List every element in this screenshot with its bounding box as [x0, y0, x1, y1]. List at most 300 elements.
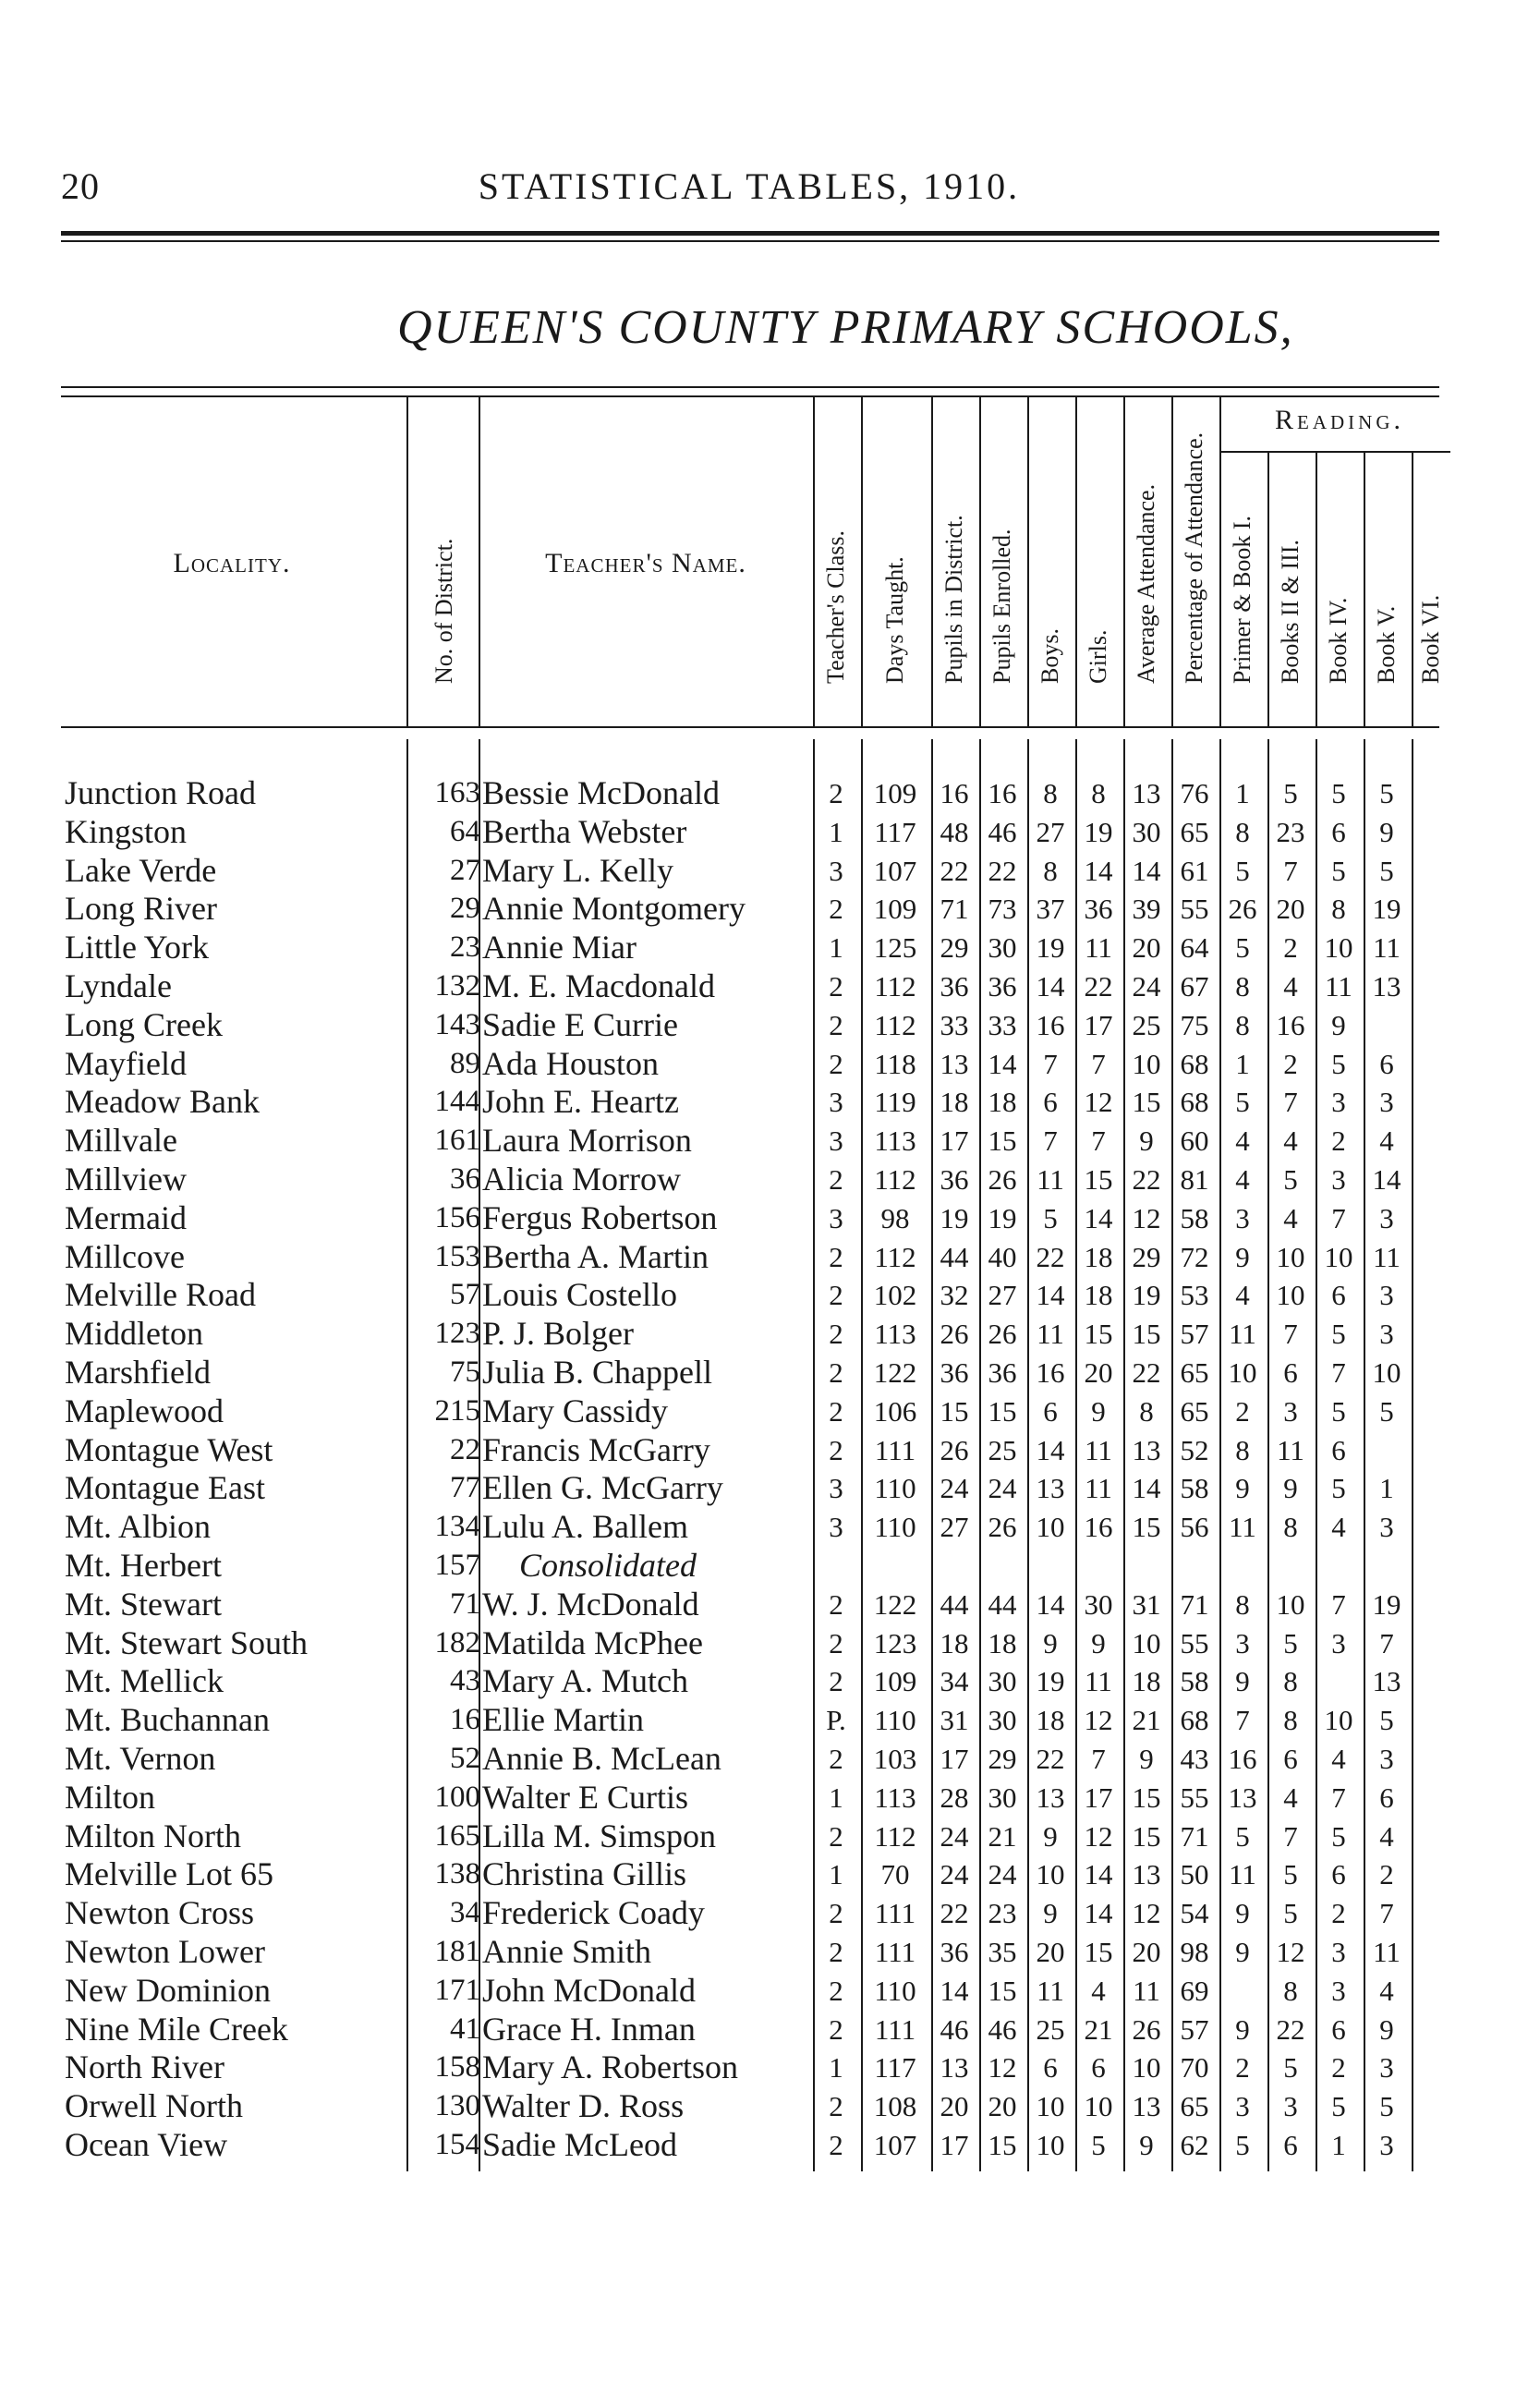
b1-cell: 4: [1235, 1124, 1250, 1158]
teacher-name-cell: Ellen G. McGarry: [482, 1469, 723, 1507]
boys-cell: 14: [1036, 969, 1065, 1003]
cls-cell: 1: [829, 1781, 843, 1814]
b5-cell: 6: [1379, 1047, 1394, 1080]
days-cell: 112: [874, 1819, 916, 1853]
b4-cell: 10: [1324, 931, 1353, 965]
avg-cell: 13: [1132, 1858, 1161, 1891]
b5-cell: 6: [1379, 1781, 1394, 1814]
teacher-name-cell: Grace H. Inman: [482, 2010, 696, 2048]
district-no-cell: 123: [434, 1317, 480, 1351]
pe-cell: 27: [988, 1279, 1017, 1312]
col-header-days-label: Days Taught.: [881, 556, 908, 684]
col-header-b1-label: Primer & Book I.: [1229, 516, 1255, 684]
days-cell: 111: [874, 1935, 916, 1968]
pd-cell: 22: [940, 854, 969, 887]
pe-cell: 24: [988, 1858, 1017, 1891]
pct-cell: 55: [1180, 893, 1209, 926]
b23-cell: 8: [1283, 1704, 1298, 1737]
b1-cell: 9: [1235, 1472, 1250, 1505]
teacher-name-cell: Lilla M. Simspon: [482, 1817, 717, 1854]
district-no-cell: 22: [450, 1432, 480, 1466]
pe-cell: 23: [988, 1897, 1017, 1930]
days-cell: 108: [873, 2090, 917, 2123]
b1-cell: 3: [1235, 1201, 1250, 1234]
pd-cell: 24: [940, 1819, 969, 1853]
pd-cell: 36: [940, 1355, 969, 1389]
boys-cell: 37: [1036, 893, 1065, 926]
running-title: STATISTICAL TABLES, 1910.: [478, 165, 1021, 207]
b23-cell: 6: [1283, 2128, 1298, 2161]
boys-cell: 9: [1043, 1897, 1058, 1930]
pct-cell: 69: [1180, 1974, 1209, 2007]
b5-cell: 3: [1379, 1742, 1394, 1775]
locality-cell: Long Creek: [65, 1005, 223, 1043]
b4-cell: 5: [1331, 1819, 1346, 1853]
avg-cell: 12: [1132, 1201, 1161, 1234]
pe-cell: 73: [988, 893, 1017, 926]
cls-cell: 2: [829, 1819, 843, 1853]
boys-cell: 16: [1036, 1008, 1065, 1041]
days-cell: 111: [874, 2012, 916, 2046]
teacher-name-cell: John McDonald: [482, 1971, 696, 2009]
days-cell: 112: [874, 1240, 916, 1273]
girls-cell: 7: [1091, 1742, 1106, 1775]
district-no-cell: 132: [434, 968, 480, 1003]
column-divider: [931, 397, 933, 726]
days-cell: 117: [874, 815, 916, 848]
b5-cell: 19: [1372, 1587, 1401, 1621]
locality-cell: Nine Mile Creek: [65, 2010, 288, 2048]
teacher-name-cell: Francis McGarry: [482, 1430, 710, 1468]
avg-cell: 30: [1132, 815, 1161, 848]
b1-cell: 5: [1235, 1086, 1250, 1119]
b23-cell: 5: [1283, 777, 1298, 809]
table-row: [0, 2048, 1540, 2087]
col-header-b6: [1412, 407, 1450, 721]
table-row: [0, 1547, 1540, 1586]
pct-cell: 76: [1180, 777, 1209, 809]
avg-cell: 8: [1139, 1394, 1154, 1428]
pe-cell: 24: [988, 1472, 1017, 1505]
col-header-b6-label: Book VI.: [1417, 594, 1444, 684]
district-no-cell: 23: [450, 930, 480, 965]
pe-cell: 21: [988, 1819, 1017, 1853]
pd-cell: 46: [940, 2012, 969, 2046]
locality-cell: Mermaid: [65, 1198, 187, 1236]
col-header-b23: [1267, 407, 1314, 721]
teacher-name-cell: Mary Cassidy: [482, 1392, 668, 1429]
teacher-name-cell: P. J. Bolger: [482, 1315, 635, 1353]
avg-cell: 10: [1132, 2051, 1161, 2085]
column-divider: [1316, 453, 1317, 726]
avg-cell: 31: [1132, 1587, 1161, 1621]
b5-cell: 3: [1379, 1318, 1394, 1351]
b23-cell: 10: [1276, 1587, 1305, 1621]
boys-cell: 9: [1043, 1819, 1058, 1853]
b1-cell: 13: [1228, 1781, 1257, 1814]
col-header-teacher-name: [480, 407, 811, 721]
table-row: [0, 967, 1540, 1006]
table-row: [0, 1161, 1540, 1199]
column-divider: [861, 397, 863, 726]
pct-cell: 68: [1180, 1047, 1209, 1080]
pe-cell: 15: [988, 2128, 1017, 2161]
col-header-cls: [813, 407, 859, 721]
teacher-name-cell: Frederick Coady: [482, 1894, 705, 1932]
b1-cell: 9: [1235, 1665, 1250, 1698]
pct-cell: 50: [1180, 1858, 1209, 1891]
b23-cell: 8: [1283, 1665, 1298, 1698]
pd-cell: 18: [940, 1626, 969, 1659]
days-cell: 119: [874, 1086, 916, 1119]
b1-cell: 1: [1235, 1047, 1250, 1080]
teacher-name-cell: Lulu A. Ballem: [482, 1508, 688, 1546]
cls-cell: 2: [829, 1665, 843, 1698]
pct-cell: 53: [1180, 1279, 1209, 1312]
pct-cell: 98: [1180, 1935, 1209, 1968]
locality-cell: Mayfield: [65, 1044, 187, 1082]
b4-cell: 10: [1324, 1704, 1353, 1737]
col-header-pe: [979, 407, 1025, 721]
girls-cell: 17: [1084, 1781, 1113, 1814]
boys-cell: 16: [1036, 1355, 1065, 1389]
boys-cell: 20: [1036, 1935, 1065, 1968]
table-row: [0, 1972, 1540, 2011]
district-no-cell: 52: [450, 1741, 480, 1775]
teacher-name-cell: Mary A. Robertson: [482, 2048, 738, 2086]
b4-cell: 4: [1331, 1511, 1346, 1544]
avg-cell: 25: [1132, 1008, 1161, 1041]
table-row: [0, 1006, 1540, 1045]
b4-cell: 5: [1331, 777, 1346, 809]
girls-cell: 21: [1084, 2012, 1113, 2046]
col-header-pct-label: Percentage of Attendance.: [1181, 432, 1207, 684]
b5-cell: 3: [1379, 2051, 1394, 2085]
pd-cell: 27: [940, 1511, 969, 1544]
b1-cell: 8: [1235, 969, 1250, 1003]
pct-cell: 43: [1180, 1742, 1209, 1775]
table-row: [0, 1238, 1540, 1277]
district-no-cell: 41: [450, 2012, 480, 2046]
district-no-cell: 165: [434, 1818, 480, 1853]
column-divider: [406, 397, 408, 726]
b23-cell: 9: [1283, 1472, 1298, 1505]
b1-cell: 8: [1235, 1433, 1250, 1466]
table-row: [0, 1624, 1540, 1663]
pe-cell: 14: [988, 1047, 1017, 1080]
col-header-pd: [931, 407, 977, 721]
column-divider: [1171, 397, 1173, 726]
days-cell: 122: [873, 1587, 917, 1621]
girls-cell: 18: [1084, 1279, 1113, 1312]
table-row: [0, 1045, 1540, 1084]
b4-cell: 10: [1324, 1240, 1353, 1273]
table-row: [0, 1855, 1540, 1894]
b5-cell: 7: [1379, 1897, 1394, 1930]
b5-cell: 7: [1379, 1626, 1394, 1659]
district-no-cell: 29: [450, 892, 480, 926]
b1-cell: 2: [1235, 1394, 1250, 1428]
b1-cell: 9: [1235, 2012, 1250, 2046]
pct-cell: 68: [1180, 1704, 1209, 1737]
b1-cell: 7: [1235, 1704, 1250, 1737]
b5-cell: 4: [1379, 1974, 1394, 2007]
b4-cell: 1: [1331, 2128, 1346, 2161]
b1-cell: 26: [1228, 893, 1257, 926]
avg-cell: 13: [1132, 777, 1161, 809]
col-header-teacher-name-label: Teacher's Name.: [545, 548, 746, 578]
pe-cell: 36: [988, 1355, 1017, 1389]
pe-cell: 12: [988, 2051, 1017, 2085]
cls-cell: 1: [829, 2051, 843, 2085]
table-row: [0, 1083, 1540, 1122]
cls-cell: 2: [829, 1162, 843, 1196]
b5-cell: 19: [1372, 893, 1401, 926]
b23-cell: 5: [1283, 1897, 1298, 1930]
boys-cell: 7: [1043, 1047, 1058, 1080]
col-header-b4: [1316, 407, 1362, 721]
pct-cell: 55: [1180, 1781, 1209, 1814]
boys-cell: 14: [1036, 1433, 1065, 1466]
district-no-cell: 27: [450, 853, 480, 887]
locality-cell: Montague East: [65, 1469, 265, 1507]
district-no-cell: 43: [450, 1664, 480, 1698]
b23-cell: 4: [1283, 1781, 1298, 1814]
avg-cell: 15: [1132, 1086, 1161, 1119]
days-cell: 103: [873, 1742, 917, 1775]
girls-cell: 12: [1084, 1819, 1113, 1853]
girls-cell: 4: [1091, 1974, 1106, 2007]
girls-cell: 15: [1084, 1318, 1113, 1351]
days-cell: 107: [873, 2128, 917, 2161]
b23-cell: 3: [1283, 1394, 1298, 1428]
teacher-name-cell: Annie Smith: [482, 1932, 652, 1970]
table-row: [0, 1431, 1540, 1470]
b4-cell: 11: [1325, 969, 1352, 1003]
locality-cell: Milton North: [65, 1817, 242, 1854]
girls-cell: 15: [1084, 1935, 1113, 1968]
b1-cell: 4: [1235, 1162, 1250, 1196]
cls-cell: 2: [829, 777, 843, 809]
district-no-cell: 57: [450, 1278, 480, 1312]
boys-cell: 11: [1037, 1974, 1064, 2007]
pd-cell: 48: [940, 815, 969, 848]
table-row: [0, 1817, 1540, 1856]
pct-cell: 58: [1180, 1201, 1209, 1234]
days-cell: 70: [880, 1858, 910, 1891]
table-row: [0, 774, 1540, 813]
page-number: 20: [61, 165, 100, 207]
teacher-name-cell: Matilda McPhee: [482, 1623, 703, 1661]
locality-cell: Mt. Vernon: [65, 1739, 216, 1777]
district-no-cell: 163: [434, 776, 480, 809]
locality-cell: Melville Lot 65: [65, 1855, 273, 1893]
col-header-b1: [1219, 407, 1266, 721]
teacher-name-cell: Bessie McDonald: [482, 774, 720, 811]
locality-cell: Lake Verde: [65, 851, 217, 889]
b5-cell: 11: [1373, 931, 1401, 965]
boys-cell: 6: [1043, 2051, 1058, 2085]
district-no-cell: 36: [450, 1161, 480, 1196]
table-row: [0, 1701, 1540, 1740]
teacher-name-cell: Annie B. McLean: [482, 1739, 721, 1777]
b4-cell: 2: [1331, 1124, 1346, 1158]
col-header-days: [861, 407, 929, 721]
teacher-name-cell: Consolidated: [519, 1546, 697, 1584]
days-cell: 102: [873, 1279, 917, 1312]
table-row: [0, 1354, 1540, 1392]
b5-cell: 2: [1379, 1858, 1394, 1891]
locality-cell: Milton: [65, 1778, 156, 1816]
district-no-cell: 100: [434, 1780, 480, 1814]
b23-cell: 5: [1283, 1626, 1298, 1659]
b23-cell: 7: [1283, 1086, 1298, 1119]
pd-cell: 24: [940, 1858, 969, 1891]
b4-cell: 5: [1331, 1047, 1346, 1080]
pd-cell: 44: [940, 1587, 969, 1621]
pe-cell: 19: [988, 1201, 1017, 1234]
days-cell: 112: [874, 969, 916, 1003]
b23-cell: 3: [1283, 2090, 1298, 2123]
boys-cell: 10: [1036, 2090, 1065, 2123]
b5-cell: 3: [1379, 1279, 1394, 1312]
table-row: [0, 929, 1540, 967]
girls-cell: 20: [1084, 1355, 1113, 1389]
pe-cell: 26: [988, 1511, 1017, 1544]
district-no-cell: 16: [450, 1703, 480, 1737]
locality-cell: Maplewood: [65, 1392, 224, 1429]
b23-cell: 4: [1283, 969, 1298, 1003]
b4-cell: 6: [1331, 1433, 1346, 1466]
district-no-cell: 156: [434, 1200, 480, 1234]
b4-cell: 6: [1331, 815, 1346, 848]
pe-cell: 35: [988, 1935, 1017, 1968]
district-no-cell: 181: [434, 1934, 480, 1968]
cls-cell: 3: [829, 1472, 843, 1505]
district-no-cell: 89: [450, 1046, 480, 1080]
pd-cell: 19: [940, 1201, 969, 1234]
pd-cell: 17: [940, 1742, 969, 1775]
teacher-name-cell: Alicia Morrow: [482, 1160, 681, 1197]
boys-cell: 19: [1036, 931, 1065, 965]
b5-cell: 3: [1379, 2128, 1394, 2161]
col-header-avg-label: Average Attendance.: [1133, 483, 1159, 684]
girls-cell: 7: [1091, 1047, 1106, 1080]
b23-cell: 6: [1283, 1742, 1298, 1775]
b4-cell: 3: [1331, 1974, 1346, 2007]
cls-cell: 2: [829, 1008, 843, 1041]
avg-cell: 10: [1132, 1626, 1161, 1659]
avg-cell: 10: [1132, 1047, 1161, 1080]
b4-cell: 3: [1331, 1935, 1346, 1968]
b4-cell: 8: [1331, 893, 1346, 926]
pe-cell: 20: [988, 2090, 1017, 2123]
b23-cell: 10: [1276, 1279, 1305, 1312]
avg-cell: 18: [1132, 1665, 1161, 1698]
boys-cell: 5: [1043, 1201, 1058, 1234]
pe-cell: 26: [988, 1318, 1017, 1351]
cls-cell: 3: [829, 854, 843, 887]
b23-cell: 4: [1283, 1201, 1298, 1234]
locality-cell: Montague West: [65, 1430, 273, 1468]
boys-cell: 11: [1037, 1318, 1064, 1351]
b1-cell: 9: [1235, 1240, 1250, 1273]
pe-cell: 18: [988, 1086, 1017, 1119]
days-cell: 110: [874, 1472, 916, 1505]
locality-cell: Mt. Mellick: [65, 1662, 224, 1700]
girls-cell: 12: [1084, 1086, 1113, 1119]
col-header-pd-label: Pupils in District.: [940, 515, 967, 684]
avg-cell: 22: [1132, 1355, 1161, 1389]
girls-cell: 14: [1084, 1897, 1113, 1930]
cls-cell: 2: [829, 1047, 843, 1080]
locality-cell: Lyndale: [65, 966, 172, 1004]
days-cell: 98: [880, 1201, 910, 1234]
days-cell: 109: [873, 1665, 917, 1698]
teacher-name-cell: Annie Montgomery: [482, 890, 746, 928]
pct-cell: 65: [1180, 815, 1209, 848]
days-cell: 113: [874, 1781, 916, 1814]
b5-cell: 9: [1379, 815, 1394, 848]
girls-cell: 14: [1084, 1201, 1113, 1234]
district-no-cell: 144: [434, 1085, 480, 1119]
district-no-cell: 154: [434, 2127, 480, 2161]
col-header-girls-label: Girls.: [1085, 629, 1111, 684]
days-cell: 122: [873, 1355, 917, 1389]
girls-cell: 18: [1084, 1240, 1113, 1273]
b4-cell: 7: [1331, 1587, 1346, 1621]
pd-cell: 17: [940, 1124, 969, 1158]
girls-cell: 16: [1084, 1511, 1113, 1544]
col-header-pct: [1171, 407, 1218, 721]
boys-cell: 10: [1036, 1511, 1065, 1544]
locality-cell: Junction Road: [65, 774, 256, 811]
header-rule-thick: [61, 231, 1439, 236]
avg-cell: 12: [1132, 1897, 1161, 1930]
table-row: [0, 2087, 1540, 2126]
column-divider: [1412, 453, 1413, 726]
days-cell: 118: [874, 1047, 916, 1080]
locality-cell: Middleton: [65, 1315, 203, 1353]
b23-cell: 20: [1276, 893, 1305, 926]
pct-cell: 68: [1180, 1086, 1209, 1119]
b1-cell: 4: [1235, 1279, 1250, 1312]
district-no-cell: 77: [450, 1471, 480, 1505]
days-cell: 106: [873, 1394, 917, 1428]
column-divider: [1027, 397, 1029, 726]
cls-cell: 1: [829, 1858, 843, 1891]
pd-cell: 13: [940, 2051, 969, 2085]
teacher-name-cell: Ada Houston: [482, 1044, 659, 1082]
district-no-cell: 161: [434, 1124, 480, 1158]
b1-cell: 11: [1229, 1318, 1256, 1351]
teacher-name-cell: Ellie Martin: [482, 1701, 644, 1739]
b23-cell: 5: [1283, 2051, 1298, 2085]
avg-cell: 11: [1133, 1974, 1160, 2007]
pct-cell: 57: [1180, 1318, 1209, 1351]
pct-cell: 57: [1180, 2012, 1209, 2046]
b5-cell: 13: [1372, 969, 1401, 1003]
header-bottom-rule: [61, 726, 1439, 728]
pd-cell: 15: [940, 1394, 969, 1428]
b23-cell: 6: [1283, 1355, 1298, 1389]
b5-cell: 4: [1379, 1124, 1394, 1158]
district-no-cell: 158: [434, 2050, 480, 2085]
table-row: [0, 1779, 1540, 1817]
table-row: [0, 1508, 1540, 1547]
teacher-name-cell: Sadie McLeod: [482, 2125, 677, 2163]
table-body: [0, 774, 1540, 2165]
